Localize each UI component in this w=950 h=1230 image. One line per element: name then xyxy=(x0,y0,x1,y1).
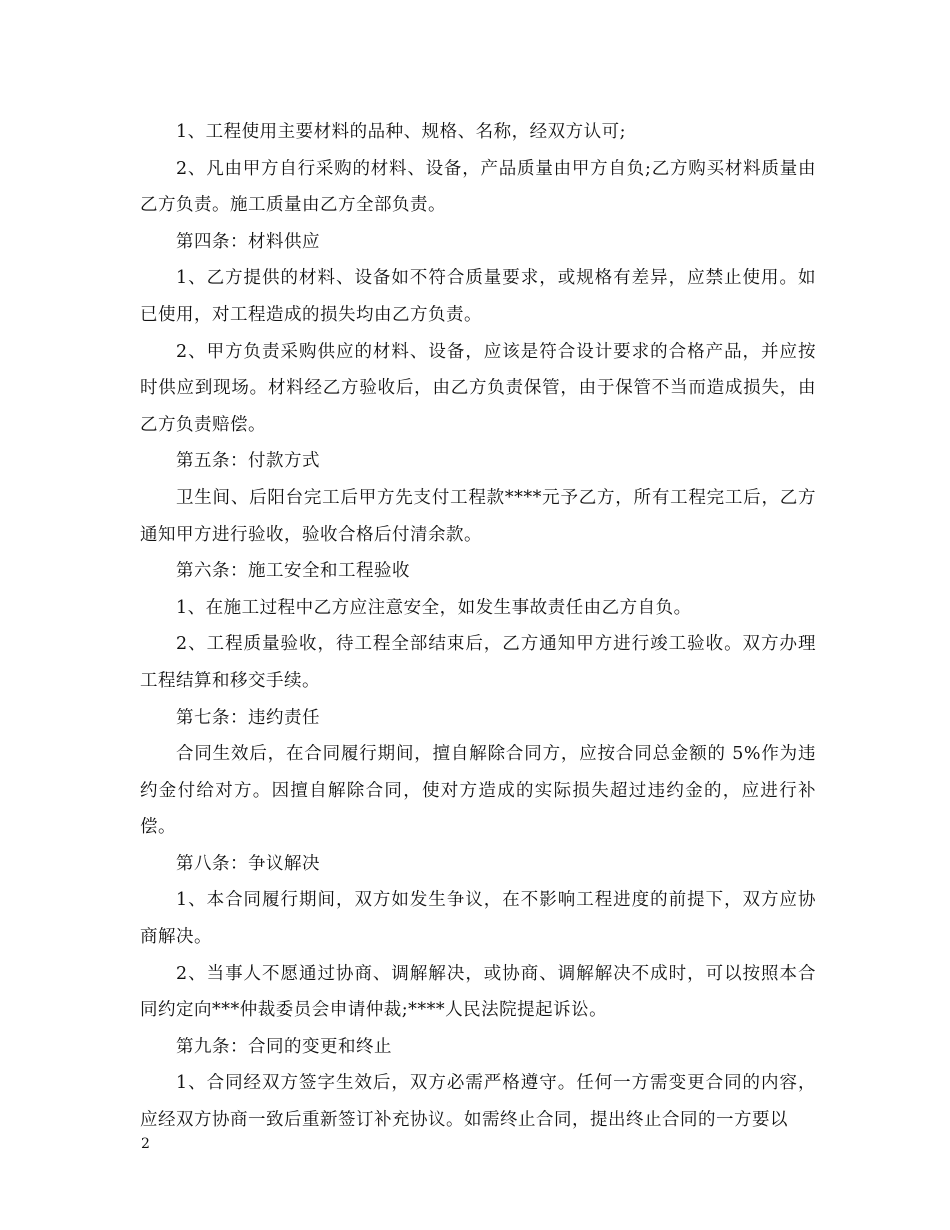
section-heading-article-6: 第六条：施工安全和工程验收 xyxy=(176,561,410,582)
clause-item-negotiation: 1、本合同履行期间，双方如发生争议，在不影响工程进度的前提下，双方应协商解决。 xyxy=(140,890,816,948)
clause-item-arbitration: 2、当事人不愿通过协商、调解解决，或协商、调解解决不成时，可以按照本合同约定向***仲裁委员会申请仲裁;****人民法院提起诉讼。 xyxy=(140,963,816,1021)
document-body xyxy=(140,114,816,1139)
clause-item-materials-approval: 1、工程使用主要材料的品种、规格、名称，经双方认可; xyxy=(176,122,627,142)
section-heading-article-7: 第七条：违约责任 xyxy=(176,707,320,728)
clause-item-quality-responsibility: 2、凡由甲方自行采购的材料、设备，产品质量由甲方自负;乙方购买材料质量由乙方负责。施工质量由乙方全部负责。 xyxy=(140,158,816,216)
clause-item-party-a-procurement: 2、甲方负责采购供应的材料、设备，应该是符合设计要求的合格产品，并应按时供应到现场。材料经乙方验收后，由乙方负责保管，由于保管不当而造成损失，由乙方负责赔偿。 xyxy=(140,341,816,435)
page-number: 2 xyxy=(141,1136,150,1152)
clause-item-contract-change: 1、合同经双方签字生效后，双方必需严格遵守。任何一方需变更合同的内容，应经双方协商一致后重新签订补充协议。如需终止合同，提出终止合同的一方要以 xyxy=(140,1073,816,1131)
clause-item-nonconforming-materials: 1、乙方提供的材料、设备如不符合质量要求，或规格有差异，应禁止使用。如已使用，对工程造成的损失均由乙方负责。 xyxy=(140,268,816,325)
clause-item-safety: 1、在施工过程中乙方应注意安全，如发生事故责任由乙方自负。 xyxy=(176,597,692,618)
clause-item-acceptance: 2、工程质量验收，待工程全部结束后，乙方通知甲方进行竣工验收。双方办理工程结算和移交手续。 xyxy=(140,634,816,691)
section-heading-article-8: 第八条：争议解决 xyxy=(176,853,320,874)
section-heading-article-5: 第五条：付款方式 xyxy=(176,451,320,472)
section-heading-article-4: 第四条：材料供应 xyxy=(176,231,320,252)
clause-payment-terms: 卫生间、后阳台完工后甲方先支付工程款****元予乙方，所有工程完工后，乙方通知甲方进行验收，验收合格后付清余款。 xyxy=(140,487,816,545)
clause-breach-liability: 合同生效后，在合同履行期间，擅自解除合同方，应按合同总金额的 5%作为违约金付给对方。因擅自解除合同，使对方造成的实际损失超过违约金的，应进行补偿。 xyxy=(140,744,816,838)
section-heading-article-9: 第九条：合同的变更和终止 xyxy=(176,1036,392,1057)
